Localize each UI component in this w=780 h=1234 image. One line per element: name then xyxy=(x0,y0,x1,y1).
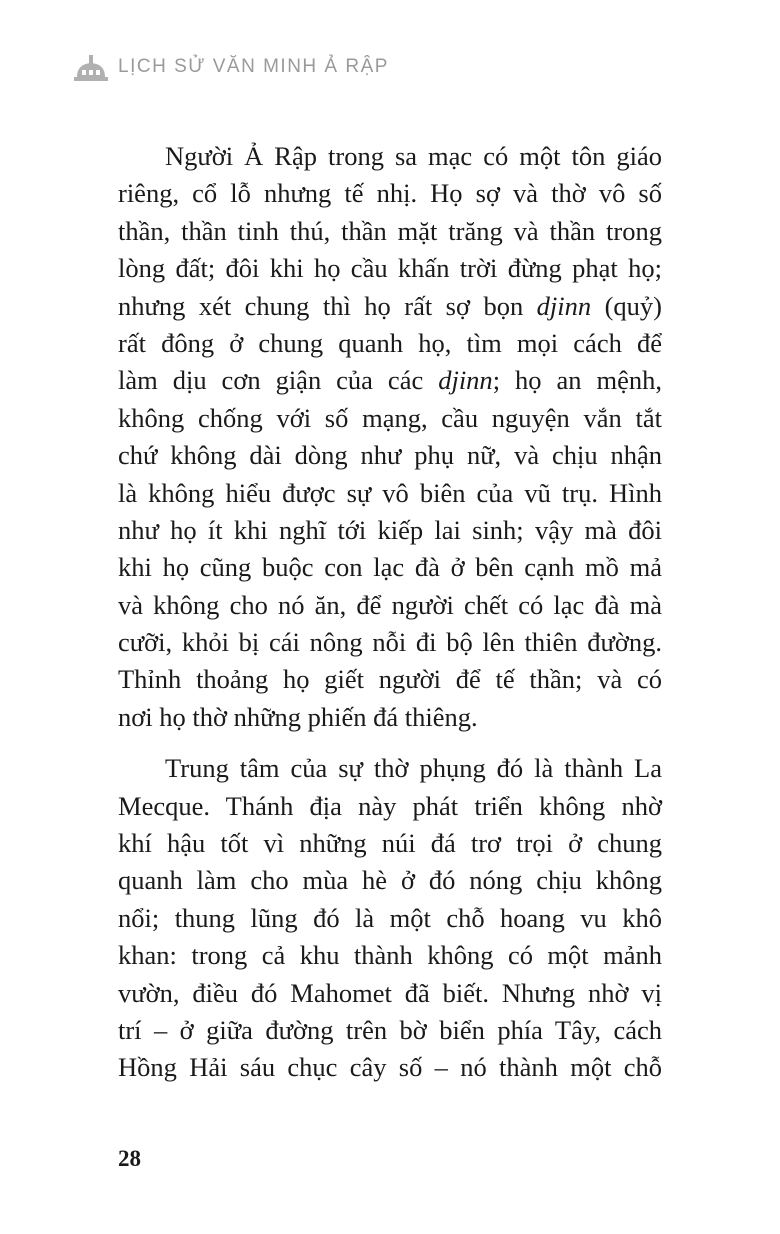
text-segment: khan: trong cả khu thành không có một mảnh xyxy=(118,940,662,971)
text-line xyxy=(118,788,662,825)
text-segment: làm dịu cơn giận của các xyxy=(118,365,439,396)
text-line xyxy=(118,1049,662,1086)
page-number: 28 xyxy=(118,1146,141,1171)
text-segment: và không cho nó ăn, để người chết có lạc đà mà xyxy=(118,589,662,620)
text-segment: nổi; thung lũng đó là một chỗ hoang vu khô xyxy=(118,902,662,933)
text-line xyxy=(118,975,662,1012)
text-segment: Người Ả Rập trong sa mạc có một tôn giáo xyxy=(165,141,662,171)
text-segment: thần, thần tinh thú, thần mặt trăng và thần trong xyxy=(118,215,662,246)
text-segment: là không hiểu được sự vô biên của vũ trụ. Hình xyxy=(118,477,662,508)
text-line xyxy=(118,862,662,899)
text-segment: (quỷ) xyxy=(591,290,662,321)
text-line xyxy=(118,250,662,287)
text-line xyxy=(118,750,662,787)
text-segment: quanh làm cho mùa hè ở đó nóng chịu không xyxy=(118,865,662,896)
text-line xyxy=(118,512,662,549)
text-segment: rất đông ở chung quanh họ, tìm mọi cách để xyxy=(118,327,662,358)
text-segment: không chống với số mạng, cầu nguyện vắn tắt xyxy=(118,402,662,433)
text-line xyxy=(118,475,662,512)
text-segment: như họ ít khi nghĩ tới kiếp lai sinh; vậy mà đôi xyxy=(118,514,662,545)
book-title: LỊCH SỬ VĂN MINH Ả RẬP xyxy=(118,56,389,77)
text-line xyxy=(118,288,662,325)
text-line xyxy=(118,587,662,624)
text-segment: Thỉnh thoảng họ giết người để tế thần; và có xyxy=(118,664,662,695)
text-segment: vườn, điều đó Mahomet đã biết. Nhưng nhờ vị xyxy=(118,977,662,1008)
text-line xyxy=(118,138,662,175)
text-line xyxy=(118,362,662,399)
page-body xyxy=(118,138,662,1101)
text-line xyxy=(118,549,662,586)
italic-term: djinn xyxy=(536,290,592,321)
text-segment: Trung tâm của sự thờ phụng đó là thành La xyxy=(165,753,662,784)
paragraph xyxy=(118,138,662,736)
text-segment: ; họ an mệnh, xyxy=(492,365,663,396)
text-line xyxy=(118,661,662,698)
text-line xyxy=(118,1012,662,1049)
paragraph xyxy=(118,750,662,1087)
text-segment: cưỡi, khỏi bị cái nông nỗi đi bộ lên thiên đường. xyxy=(118,627,662,658)
text-segment: trí – ở giữa đường trên bờ biển phía Tây, cách xyxy=(118,1014,662,1045)
text-line xyxy=(118,699,662,736)
text-line xyxy=(118,175,662,212)
text-segment: riêng, cổ lỗ nhưng tế nhị. Họ sợ và thờ vô số xyxy=(118,178,662,209)
text-segment: nhưng xét chung thì họ rất sợ bọn xyxy=(118,290,537,321)
text-segment: khi họ cũng buộc con lạc đà ở bên cạnh mồ mả xyxy=(118,552,662,583)
text-line xyxy=(118,325,662,362)
text-segment: Hồng Hải sáu chục cây số – nó thành một chỗ xyxy=(118,1052,662,1083)
text-line xyxy=(118,900,662,937)
italic-term: djinn xyxy=(438,365,493,396)
text-line xyxy=(118,400,662,437)
text-line xyxy=(118,937,662,974)
text-segment: nơi họ thờ những phiến đá thiêng. xyxy=(118,701,478,732)
running-header xyxy=(72,52,389,82)
text-line xyxy=(118,213,662,250)
text-segment: chứ không dài dòng như phụ nữ, và chịu nhận xyxy=(118,440,662,471)
text-line xyxy=(118,437,662,474)
text-segment: khí hậu tốt vì những núi đá trơ trọi ở chung xyxy=(118,828,662,859)
temple-icon xyxy=(72,52,110,82)
text-line xyxy=(118,825,662,862)
text-segment: lòng đất; đôi khi họ cầu khấn trời đừng phạt họ; xyxy=(118,253,662,284)
text-line xyxy=(118,624,662,661)
text-segment: Mecque. Thánh địa này phát triển không nhờ xyxy=(118,790,662,821)
